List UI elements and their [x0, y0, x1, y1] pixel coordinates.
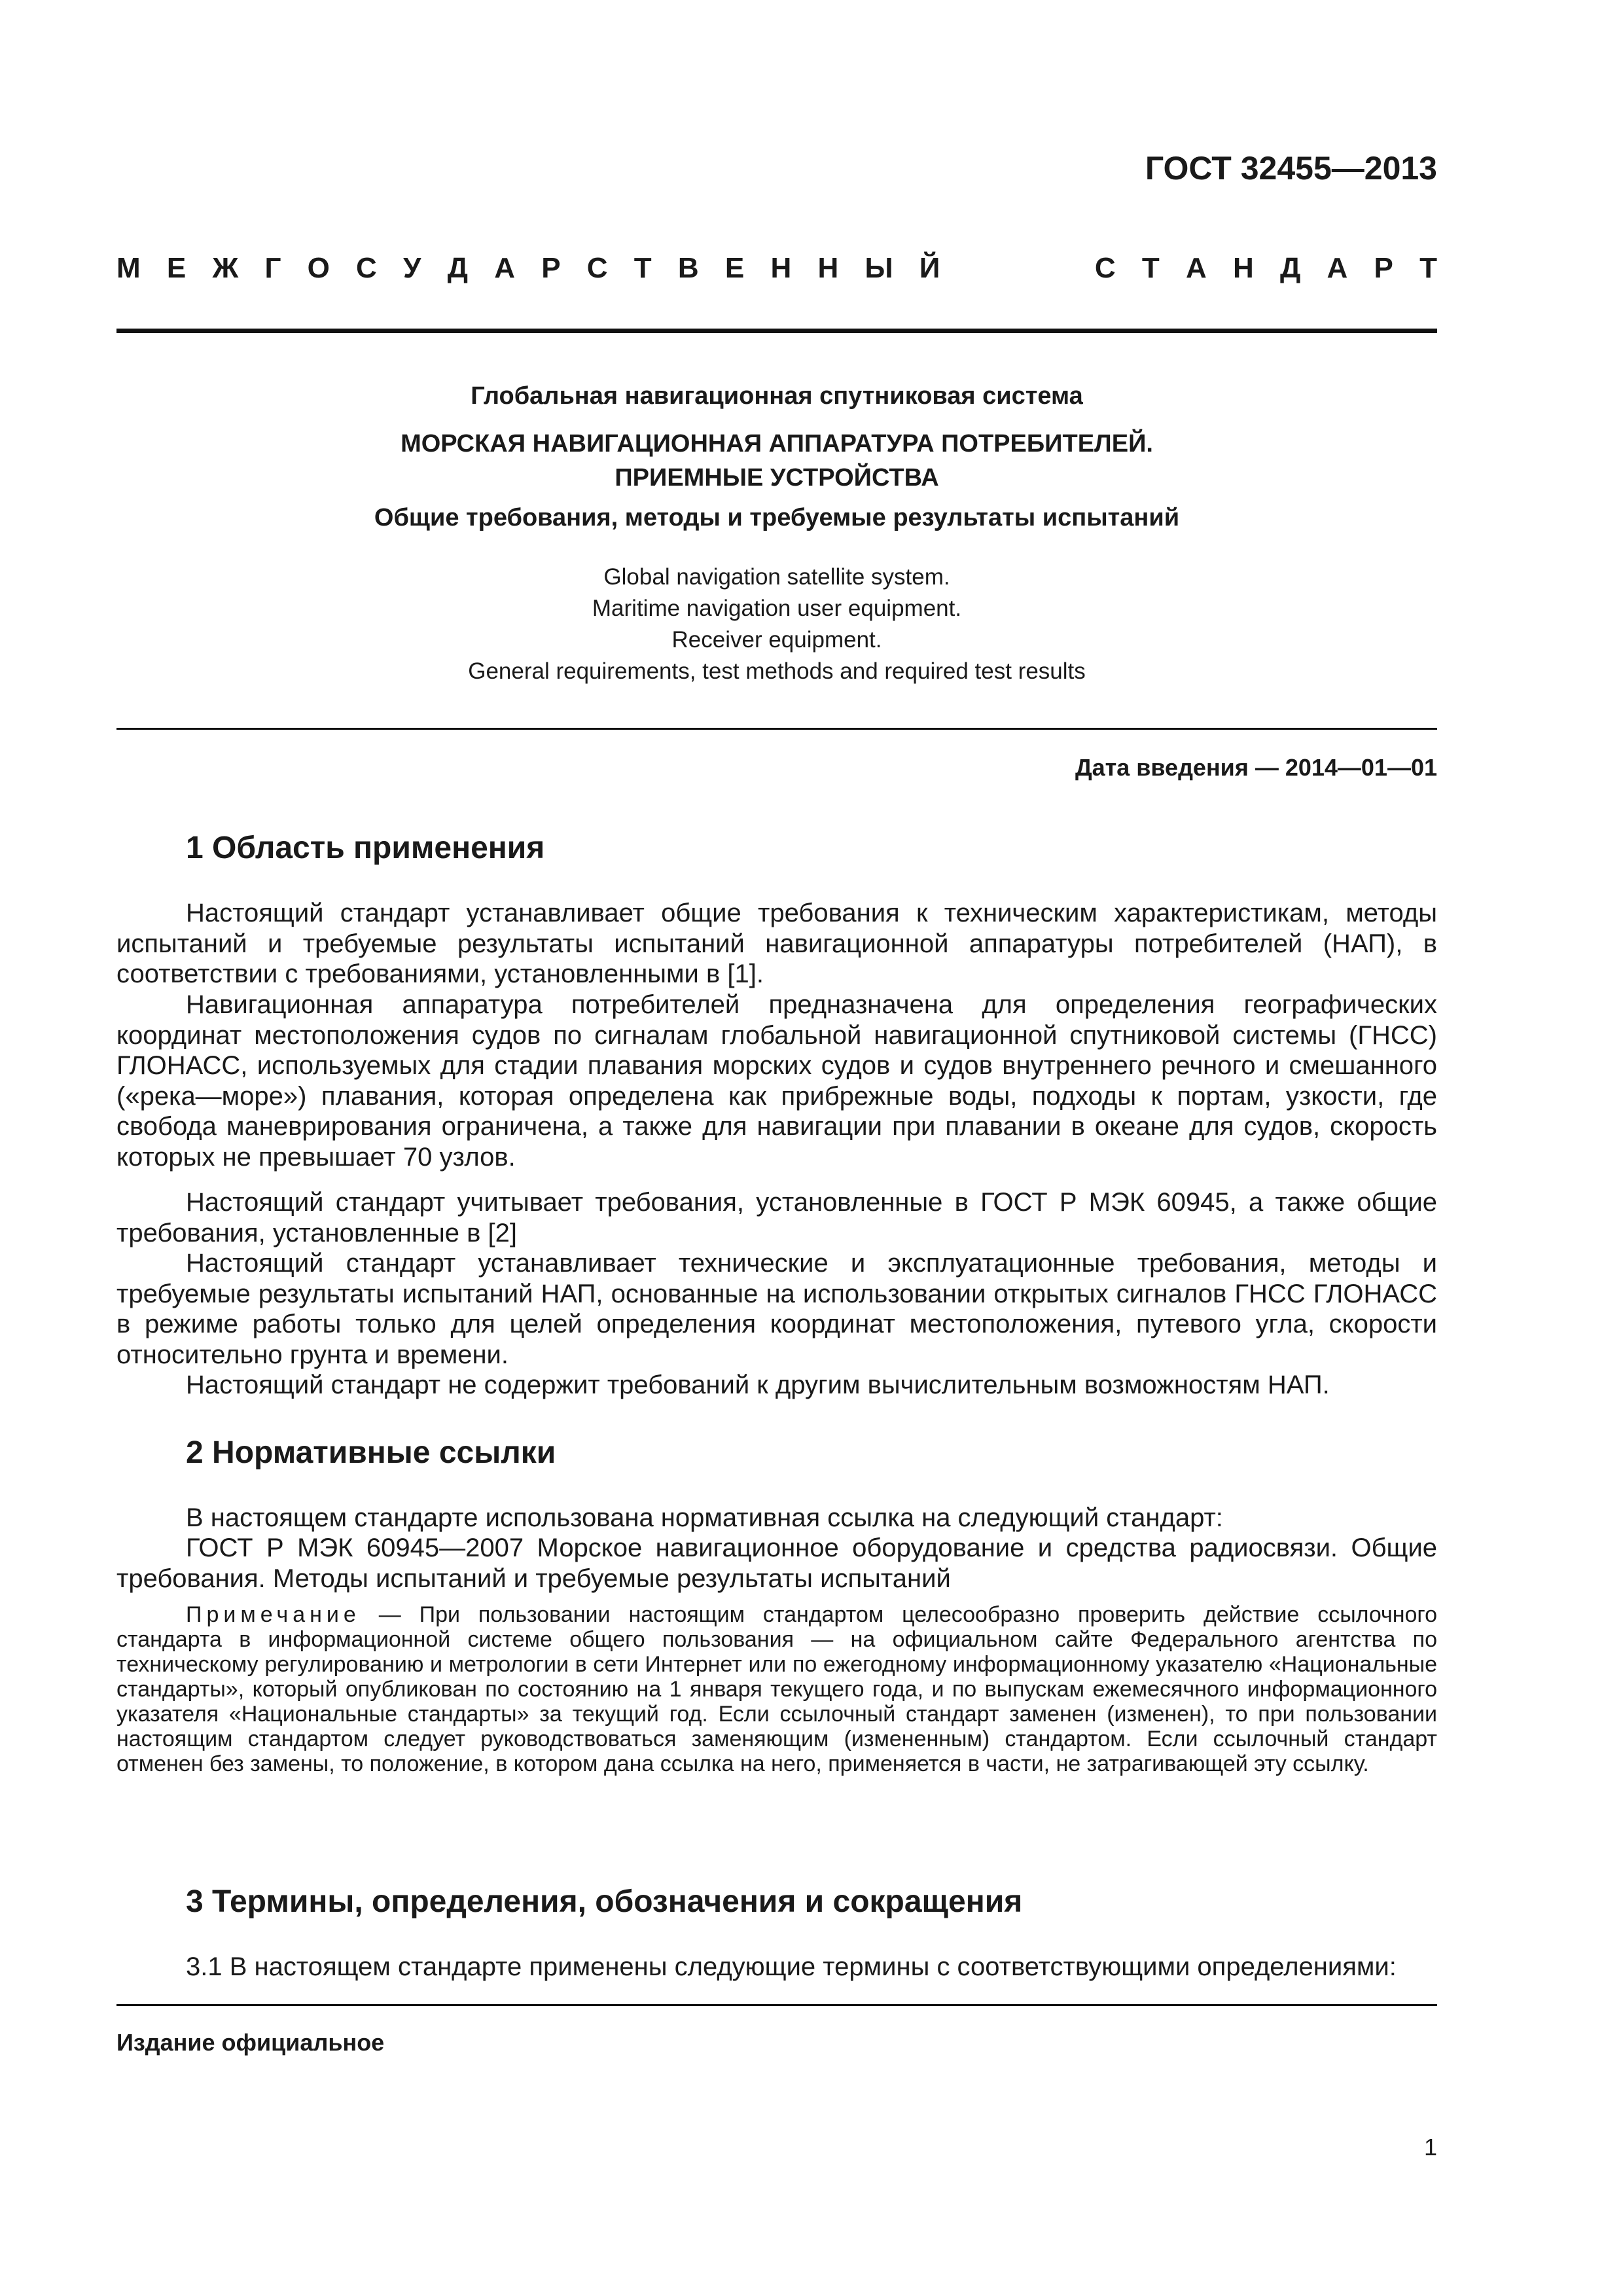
note-label: Примечание	[186, 1602, 361, 1627]
paragraph: 3.1 В настоящем стандарте применены следующие термины с соответствующими определениями:	[186, 1952, 1397, 1981]
english-title-line: Maritime navigation user equipment.	[592, 596, 962, 621]
title-line-subtitle: Общие требования, методы и требуемые результаты испытаний	[374, 504, 1180, 531]
section-heading: 1 Область применения	[186, 831, 545, 865]
document-number: ГОСТ 32455—2013	[1145, 150, 1437, 187]
paragraph: Настоящий стандарт не содержит требований к другим вычислительным возможностям НАП.	[186, 1371, 1330, 1399]
edition-label: Издание официальное	[116, 2029, 385, 2056]
english-title-line: Receiver equipment.	[671, 627, 882, 653]
english-title-line: Global navigation satellite system.	[603, 564, 950, 590]
paragraph: Настоящий стандарт учитывает требования, установленные в ГОСТ Р МЭК 60945, а также общие требования, установленные в [2]	[116, 1188, 1437, 1247]
footer-divider	[116, 2004, 1437, 2006]
title-line-receivers: ПРИЕМНЫЕ УСТРОЙСТВА	[615, 464, 939, 492]
introduction-date: Дата введения — 2014—01—01	[1075, 754, 1437, 781]
title-line-system: Глобальная навигационная спутниковая система	[471, 382, 1083, 410]
english-title-line: General requirements, test methods and required test results	[468, 658, 1086, 684]
section-heading: 3 Термины, определения, обозначения и сокращения	[186, 1884, 1023, 1919]
header-divider	[116, 329, 1437, 333]
paragraph: В настоящем стандарте использована нормативная ссылка на следующий стандарт:	[186, 1503, 1223, 1532]
paragraph: Настоящий стандарт устанавливает общие требования к техническим характеристикам, методы испытаний и требуемые результаты испытаний навигационной аппаратуры потребителей (НАП), в соответствии с требованиями, установленными в [1].	[116, 899, 1437, 988]
section-heading: 2 Нормативные ссылки	[186, 1435, 556, 1470]
title-line-equipment: МОРСКАЯ НАВИГАЦИОННАЯ АППАРАТУРА ПОТРЕБИТЕЛЕЙ.	[401, 430, 1153, 457]
title-main	[116, 427, 1437, 495]
paragraph: Навигационная аппаратура потребителей предназначена для определения географических координат местоположения судов по сигналам глобальной навигационной спутниковой системы (ГНСС) ГЛОНАСС, используемых для стадии плавания морских судов и судов внутреннего речного и смешанного («река—море») плавания, которая определена как прибрежные воды, подходы к портам, узкости, где свобода маневрирования ограничена, а также для навигации при плавании в океане для судов, скорость которых не превышает 70 узлов.	[116, 990, 1437, 1172]
standard-type-banner	[116, 249, 1437, 288]
english-title	[116, 562, 1437, 687]
banner-word-interstate: М Е Ж Г О С У Д А Р С Т В Е Н Н Ы Й	[116, 252, 940, 284]
page-number: 1	[1423, 2134, 1437, 2161]
banner-word-standard: С Т А Н Д А Р Т	[1094, 252, 1437, 284]
normative-reference: ГОСТ Р МЭК 60945—2007 Морское навигационное оборудование и средства радиосвязи. Общие требования. Методы испытаний и требуемые результаты испытаний	[116, 1534, 1437, 1593]
note-text: — При пользовании настоящим стандартом целесообразно проверить действие ссылочного стандарта в информационной системе общего пользования — на официальном сайте Федерального агентства по техническому регулированию и метрологии в сети Интернет или по ежегодному информационному указателю «Национальные стандарты», который опубликован по состоянию на 1 января текущего года, и по выпускам ежемесячного информационного указателя «Национальные стандарты» за текущий год. Если ссылочный стандарт заменен (изменен), то при пользовании настоящим стандартом следует руководствоваться заменяющим (измененным) стандартом. Если ссылочный стандарт отменен без замены, то положение, в котором дана ссылка на него, применяется в части, не затрагивающей эту ссылку.	[116, 1602, 1437, 1776]
title-divider	[116, 728, 1437, 730]
note	[116, 1602, 1437, 1776]
paragraph: Настоящий стандарт устанавливает технические и эксплуатационные требования, методы и требуемые результаты испытаний НАП, основанные на использовании открытых сигналов ГНСС ГЛОНАСС в режиме работы только для целей определения координат местоположения, путевого угла, скорости относительно грунта и времени.	[116, 1249, 1437, 1369]
